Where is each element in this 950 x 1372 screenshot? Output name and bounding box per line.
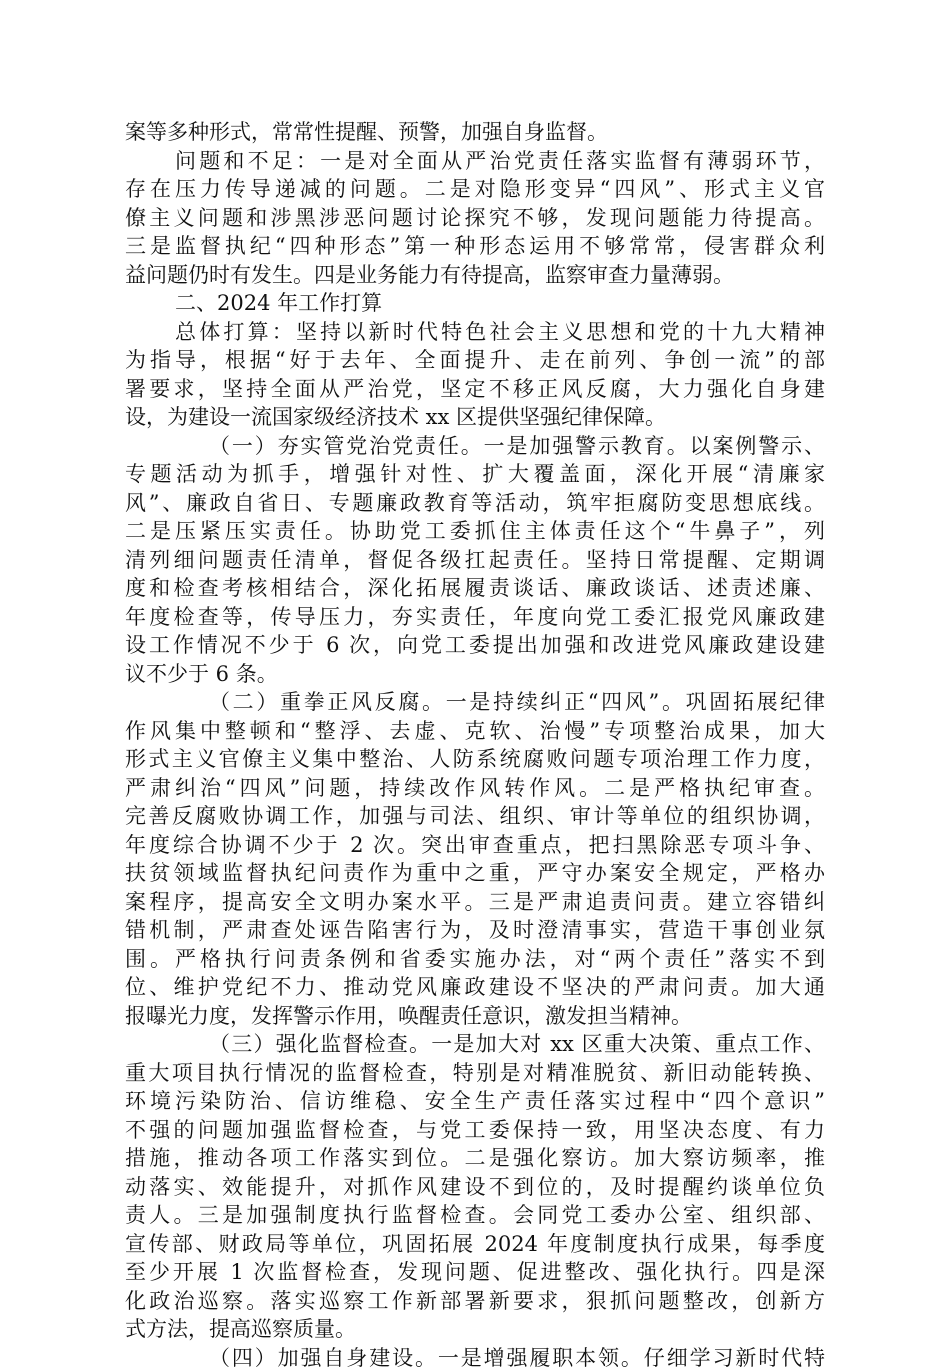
paragraph-section-3: [125, 1030, 825, 1344]
text-line: 完善反腐败协调工作，加强与司法、组织、审计等单位的组织协调，: [125, 802, 825, 831]
text-line: 专题活动为抓手，增强针对性、扩大覆盖面，深化开展“清廉家: [125, 460, 825, 489]
text-line: （三）强化监督检查。一是加大对 xx 区重大决策、重点工作、: [125, 1030, 825, 1059]
text-line: （一）夯实管党治党责任。一是加强警示教育。以案例警示、: [125, 432, 825, 461]
text-line: 报曝光力度，发挥警示作用，唤醒责任意识，激发担当精神。: [125, 1002, 825, 1031]
text-line: 案程序，提高安全文明办案水平。三是严肃追责问责。建立容错纠: [125, 888, 825, 917]
text-line: 重大项目执行情况的监督检查，特别是对精准脱贫、新旧动能转换、: [125, 1059, 825, 1088]
text-line: 年度综合协调不少于 2 次。突出审查重点，把扫黑除恶专项斗争、: [125, 831, 825, 860]
text-line: 宣传部、财政局等单位，巩固拓展 2024 年度制度执行成果，每季度: [125, 1230, 825, 1259]
text-line: 议不少于 6 条。: [125, 660, 825, 689]
text-line: 二是压紧压实责任。协助党工委抓住主体责任这个“牛鼻子”，列: [125, 517, 825, 546]
text-line: 位、维护党纪不力、推动党风廉政建设不坚决的严肃问责。加大通: [125, 973, 825, 1002]
text-line: 清列细问题责任清单，督促各级扛起责任。坚持日常提醒、定期调: [125, 546, 825, 575]
text-line: 扶贫领域监督执纪问责作为重中之重，严守办案安全规定，严格办: [125, 859, 825, 888]
text-line: （二）重拳正风反腐。一是持续纠正“四风”。巩固拓展纪律: [125, 688, 825, 717]
text-line: 不强的问题加强监督检查，与党工委保持一致，用坚决态度、有力: [125, 1116, 825, 1145]
paragraph-section-4: [125, 1344, 825, 1372]
text-line: 总体打算：坚持以新时代特色社会主义思想和党的十九大精神: [125, 318, 825, 347]
paragraph-problems: [125, 147, 825, 290]
text-line: 益问题仍时有发生。四是业务能力有待提高，监察审查力量薄弱。: [125, 261, 825, 290]
text-line: 围。严格执行问责条例和省委实施办法，对“两个责任”落实不到: [125, 945, 825, 974]
text-line: 为指导，根据“好于去年、全面提升、走在前列、争创一流”的部: [125, 346, 825, 375]
text-line: 责人。三是加强制度执行监督检查。会同党工委办公室、组织部、: [125, 1201, 825, 1230]
paragraph-section-2: [125, 688, 825, 1030]
text-line: 式方法，提高巡察质量。: [125, 1315, 825, 1344]
text-line: 设，为建设一流国家级经济技术 xx 区提供坚强纪律保障。: [125, 403, 825, 432]
text-line: 案等多种形式，常常性提醒、预警，加强自身监督。: [125, 118, 825, 147]
text-line: 年度检查等，传导压力，夯实责任，年度向党工委汇报党风廉政建: [125, 603, 825, 632]
text-line: 形式主义官僚主义集中整治、人防系统腐败问题专项治理工作力度，: [125, 745, 825, 774]
text-line: 署要求，坚持全面从严治党，坚定不移正风反腐，大力强化自身建: [125, 375, 825, 404]
text-line: 三是监督执纪“四种形态”第一种形态运用不够常常，侵害群众利: [125, 232, 825, 261]
text-line: 设工作情况不少于 6 次，向党工委提出加强和改进党风廉政建设建: [125, 631, 825, 660]
text-line: 错机制，严肃查处诬告陷害行为，及时澄清事实，营造干事创业氛: [125, 916, 825, 945]
paragraph-section-1: [125, 432, 825, 689]
text-line: 风”、廉政自省日、专题廉政教育等活动，筑牢拒腐防变思想底线。: [125, 489, 825, 518]
text-line: 作风集中整顿和“整浮、去虚、克软、治慢”专项整治成果，加大: [125, 717, 825, 746]
text-line: 化政治巡察。落实巡察工作新部署新要求，狠抓问题整改，创新方: [125, 1287, 825, 1316]
text-line: 问题和不足：一是对全面从严治党责任落实监督有薄弱环节，: [125, 147, 825, 176]
text-line: 严肃纠治“四风”问题，持续改作风转作风。二是严格执纪审查。: [125, 774, 825, 803]
paragraph-prev-end: [125, 118, 825, 147]
text-line: 措施，推动各项工作落实到位。二是强化察访。加大察访频率，推: [125, 1144, 825, 1173]
paragraph-heading-2024: [125, 289, 825, 318]
text-line: 至少开展 1 次监督检查，发现问题、促进整改、强化执行。四是深: [125, 1258, 825, 1287]
text-line: 环境污染防治、信访维稳、安全生产责任落实过程中“四个意识”: [125, 1087, 825, 1116]
document-page: [125, 118, 825, 1372]
text-line: 度和检查考核相结合，深化拓展履责谈话、廉政谈话、述责述廉、: [125, 574, 825, 603]
paragraph-overall: [125, 318, 825, 432]
text-line: 动落实、效能提升，对抓作风建设不到位的，及时提醒约谈单位负: [125, 1173, 825, 1202]
text-line: 僚主义问题和涉黑涉恶问题讨论探究不够，发现问题能力待提高。: [125, 204, 825, 233]
text-line: 存在压力传导递减的问题。二是对隐形变异“四风”、形式主义官: [125, 175, 825, 204]
text-line: （四）加强自身建设。一是增强履职本领。仔细学习新时代特: [125, 1344, 825, 1372]
text-line: 二、2024 年工作打算: [125, 289, 825, 318]
